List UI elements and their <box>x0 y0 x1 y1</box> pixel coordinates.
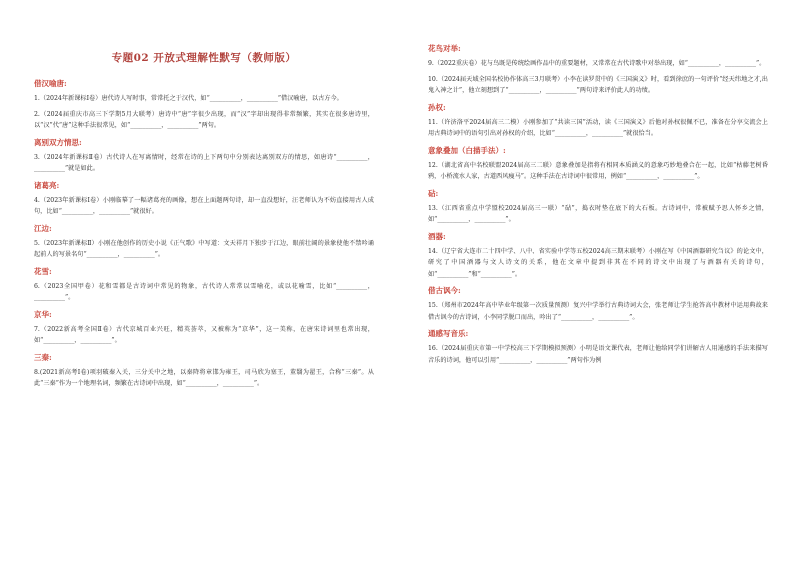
question-15: 15.（郑州市2024年高中毕业年级第一次质量预测）复兴中学举行古典诗词大会，张老师让学生抢答高中教材中运用典故来借古讽今的古诗词，小李同学脱口而出，吟出了“__________，__________”。 <box>428 302 768 321</box>
section-heading-imagery-overlay: 意象叠加（白描手法）: <box>428 145 506 155</box>
question-12: 12.（湖北省高中名校联盟2024届高三二联）意象叠加是指将有相同本质涵义的意象巧妙地叠合在一起，比如“枯藤老树昏鸦，小桥流水人家，古道西风瘦马”。这种手法在古诗词中很常用，例如“__________，__________”。 <box>428 161 768 180</box>
section-heading-synesthesia-music: 通感写音乐: <box>428 329 469 338</box>
right-column <box>428 38 768 370</box>
section-heading-anvil: 砧: <box>428 188 439 198</box>
question-14: 14.（辽宁省大连市二十四中学、八中、省实验中学等五校2024高三期末联考）小刚在写《中国酒器研究刍议》的论文中，研究了中国酒器与文人诗文的关系，他在文章中提到非其在不同的诗文中出现了与酒器有关的诗句，如“__________”和“__________”。 <box>428 247 768 278</box>
question-8: 8.(2021新高考Ⅰ卷)项羽破秦入关，三分关中之地，以秦降将章邯为雍王，司马欣为塞王，董翳为翟王，合称“三秦”。从此“三秦”作为一个地理名词，频繁在古诗词中出现，如“__________，__________”。 <box>34 368 374 387</box>
section-heading-flower-snow: 花雪: <box>34 266 52 276</box>
question-4: 4.（2023年新课标Ⅰ卷）小刚临摹了一幅诸葛亮的画像，想在上面题两句诗，却一直没想好，汪老师认为不妨直接用古人成句，比如“__________，__________”就很好。 <box>34 196 374 215</box>
question-7: 7.（2022新高考全国Ⅱ卷）古代京城百业兴旺，精英荟萃，又被称为“京华”，这一美称，在唐宋诗词里也常出现，如“__________，__________”。 <box>34 325 374 344</box>
section-heading-ancient-satire: 借古讽今: <box>428 286 461 295</box>
section-heading-sun-quan: 孙权: <box>428 102 446 112</box>
question-11: 11.（许济洛平2024届高三二模）小刚参加了“共读三国”活动，读《三国演义》后他对孙权很佩不已，准备在分享交流会上用古典诗词中的语句引出对孙权的介绍，比如“__________，__________”就很恰当。 <box>428 118 768 137</box>
left-column <box>34 40 374 394</box>
section-heading-wine-vessel: 酒器: <box>428 231 446 241</box>
question-16: 16.（2024届重庆市第一中学校高三下学期模拟预测）小明是语文课代表，老师让他给同学们讲解古人用通感的手法来描写音乐的诗词，他可以引用“__________，__________”两句作为例 <box>428 345 768 364</box>
question-10: 10.（2024届天域全国名校协作体高三3月联考）小李在读罗贯中的《三国演义》时，看到徐庶的一句评价“经天纬地之才,出鬼入神之计”，他立刻想到了“__________，__________”两句诗来评价此人的功绩。 <box>428 75 768 94</box>
question-6: 6.（2023全国甲卷）花和雪都是古诗词中常见的物象，古代诗人常常以雪喻花，或以花喻雪，比如“__________，__________”。 <box>34 282 374 301</box>
section-heading-riverside: 江边: <box>34 223 52 233</box>
section-heading-flower-bird: 花鸟对举: <box>428 44 461 53</box>
section-heading-zhuge-liang: 诸葛亮: <box>34 180 60 190</box>
question-1: 1.（2024年新课标Ⅰ卷）唐代诗人写时事，常常托之于汉代，如“__________，__________”借汉喻唐，以古方今。 <box>34 95 343 102</box>
page-title: 专题02 开放式理解性默写（教师版） <box>111 52 297 64</box>
question-2: 2.（2024届重庆市高三下学期5月大联考）唐诗中“唐”字很少出现，而“汉”字却出现得非常频繁，其实在很多唐诗里，以“汉”代“唐”这种手法很常见，如“__________，__________”两句。 <box>34 110 374 129</box>
question-13: 13.（江西省重点中学盟校2024届高三一联）“砧”，捣衣时垫在底下的大石板。古诗词中，常被赋予思人怀乡之情，如“__________，__________”。 <box>428 204 768 223</box>
section-heading-sanqin: 三秦: <box>34 352 52 362</box>
question-9: 9.（2022重庆卷）花与鸟既是传统绘画作品中的重要题材，又常常在古代诗歌中对举出现，如“__________，__________”。 <box>428 60 766 67</box>
section-heading-borrow-han: 借汉喻唐: <box>34 79 67 88</box>
question-3: 3.（2024年新课标Ⅱ卷）古代诗人在写离情时，经常在诗的上下两句中分别表达离别双方的情思，如唐诗“__________，__________”就是如此。 <box>34 153 374 172</box>
question-5: 5.（2023年新课标Ⅱ）小刚在他创作的历史小说《正气歌》中写道：文天祥月下独步于江边，眼前壮阔的景象使他不禁吟诵起前人的写景名句“__________，__________”。 <box>34 239 374 258</box>
section-heading-jinghua: 京华: <box>34 309 52 319</box>
section-heading-farewell: 离别双方情思: <box>34 137 82 147</box>
